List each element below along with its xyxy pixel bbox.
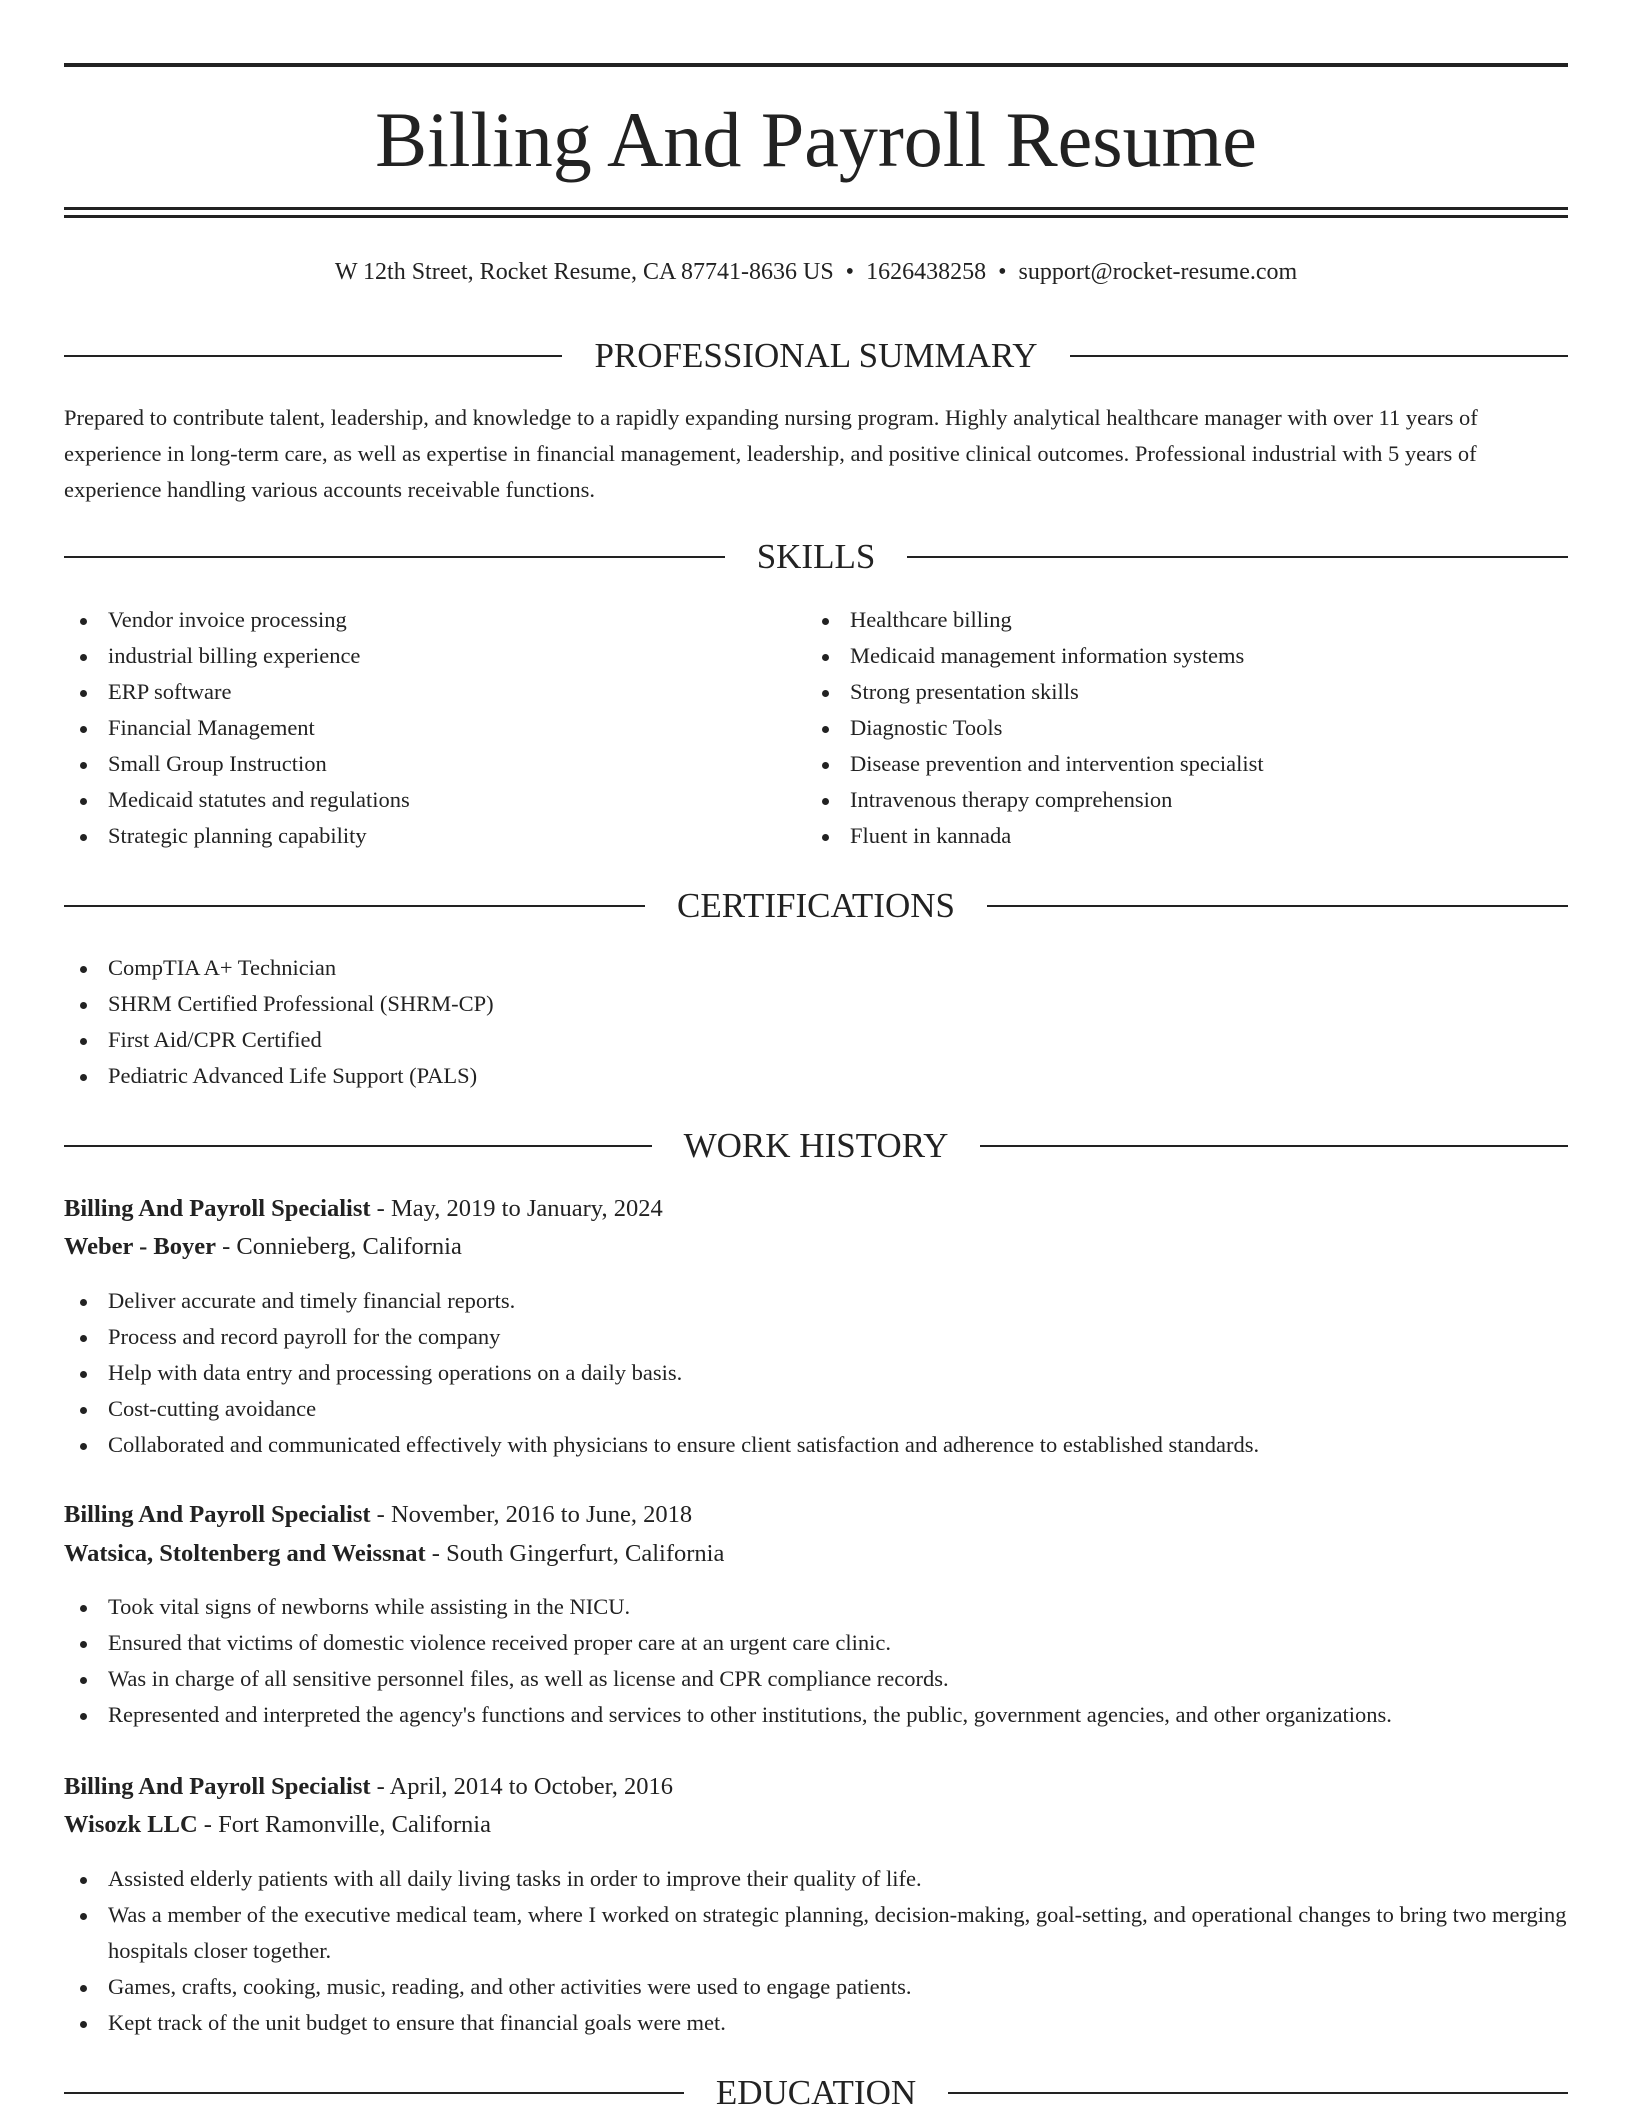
heading-rule-right: [980, 1145, 1568, 1147]
work-history-heading: [64, 1123, 1568, 1169]
certification-item: Pediatric Advanced Life Support (PALS): [64, 1058, 1568, 1094]
job-duty: Process and record payroll for the company: [64, 1319, 1568, 1355]
job-duties-list: [64, 1589, 1568, 1733]
contact-line: [64, 254, 1568, 290]
job-dates: May, 2019 to January, 2024: [390, 1195, 663, 1222]
job-title-line: Billing And Payroll Specialist - May, 2019 to January, 2024: [64, 1195, 663, 1222]
certifications-heading: [64, 883, 1568, 929]
heading-rule-left: [64, 556, 725, 558]
heading-rule-left: [64, 1145, 652, 1147]
certification-item: First Aid/CPR Certified: [64, 1022, 1568, 1058]
job-company-line: Watsica, Stoltenberg and Weissnat - South Gingerfurt, California: [64, 1540, 725, 1567]
job-duty: Represented and interpreted the agency's functions and services to other institutions, the public, government agencies, and other organizations.: [64, 1697, 1568, 1733]
heading-rule-left: [64, 905, 645, 907]
skill-item: Vendor invoice processing: [64, 602, 804, 638]
job-title: Billing And Payroll Specialist: [64, 1773, 371, 1800]
skill-item: Disease prevention and intervention specialist: [806, 746, 1546, 782]
job-duty: Assisted elderly patients with all daily living tasks in order to improve their quality of life.: [64, 1861, 1568, 1897]
header-bottom-rule: [64, 207, 1568, 210]
certifications-list: [64, 950, 1568, 1094]
job-duties-list: [64, 1861, 1568, 2041]
header-bottom-rule-2: [64, 215, 1568, 218]
job-title-line: Billing And Payroll Specialist - April, 2014 to October, 2016: [64, 1773, 674, 1800]
job-title: Billing And Payroll Specialist: [64, 1195, 371, 1222]
skill-item: Medicaid statutes and regulations: [64, 782, 804, 818]
job-title-line: Billing And Payroll Specialist - November, 2016 to June, 2018: [64, 1501, 693, 1528]
job-duty: Deliver accurate and timely financial reports.: [64, 1283, 1568, 1319]
certification-item: CompTIA A+ Technician: [64, 950, 1568, 986]
education-heading: [64, 2070, 1568, 2116]
contact-separator: •: [998, 259, 1007, 285]
job-duty: Was in charge of all sensitive personnel files, as well as license and CPR compliance records.: [64, 1661, 1568, 1697]
job-company: Watsica, Stoltenberg and Weissnat: [64, 1540, 426, 1567]
heading-rule-left: [64, 355, 562, 357]
contact-separator: •: [845, 259, 855, 285]
heading-rule-right: [1070, 355, 1568, 357]
skill-item: Financial Management: [64, 710, 804, 746]
heading-rule-right: [907, 556, 1568, 558]
skills-list-right: [806, 602, 1546, 854]
contact-phone: 1626438258: [866, 259, 987, 285]
skill-item: Fluent in kannada: [806, 818, 1546, 854]
job-duty: Collaborated and communicated effectively with physicians to ensure client satisfaction and adherence to established standards.: [64, 1427, 1568, 1463]
job-duty: Took vital signs of newborns while assisting in the NICU.: [64, 1589, 1568, 1625]
section-title: EDUCATION: [715, 2073, 917, 2112]
job-location: Connieberg, California: [236, 1233, 462, 1260]
summary-heading: [64, 333, 1568, 379]
heading-rule-right: [987, 905, 1568, 907]
job-dates: November, 2016 to June, 2018: [390, 1501, 693, 1528]
header-top-rule: [64, 63, 1568, 67]
section-title: CERTIFICATIONS: [677, 886, 955, 925]
skills-column-right: [806, 602, 1546, 854]
heading-rule-left: [64, 2092, 684, 2094]
job-duty: Kept track of the unit budget to ensure that financial goals were met.: [64, 2005, 1568, 2041]
skill-item: Strong presentation skills: [806, 674, 1546, 710]
skill-item: Healthcare billing: [806, 602, 1546, 638]
job-location: Fort Ramonville, California: [218, 1811, 491, 1838]
skill-item: Medicaid management information systems: [806, 638, 1546, 674]
certification-item: SHRM Certified Professional (SHRM-CP): [64, 986, 1568, 1022]
resume-title: Billing And Payroll Resume: [375, 96, 1257, 183]
job-duties-list: [64, 1283, 1568, 1463]
job-location: South Gingerfurt, California: [446, 1540, 725, 1567]
section-title: SKILLS: [756, 537, 876, 576]
job-title: Billing And Payroll Specialist: [64, 1501, 371, 1528]
skill-item: industrial billing experience: [64, 638, 804, 674]
skill-item: ERP software: [64, 674, 804, 710]
skill-item: Diagnostic Tools: [806, 710, 1546, 746]
job-duty: Was a member of the executive medical team, where I worked on strategic planning, decision-making, goal-setting, and operational changes to bring two merging hospitals closer together.: [64, 1897, 1568, 1969]
job-company: Wisozk LLC: [64, 1811, 198, 1838]
skill-item: Strategic planning capability: [64, 818, 804, 854]
skills-column-left: [64, 602, 804, 854]
job-company-line: Weber - Boyer - Connieberg, California: [64, 1233, 462, 1260]
job-dates: April, 2014 to October, 2016: [389, 1773, 674, 1800]
job-duty: Games, crafts, cooking, music, reading, and other activities were used to engage patients.: [64, 1969, 1568, 2005]
summary-text: Prepared to contribute talent, leadership, and knowledge to a rapidly expanding nursing program. Highly analytical healthcare manager with over 11 years of experience in long-term care, as well as expertise in financial management, leadership, and positive clinical outcomes. Professional industrial with 5 years of experience handling various accounts receivable functions.: [64, 405, 1478, 502]
heading-rule-right: [948, 2092, 1568, 2094]
contact-address: W 12th Street, Rocket Resume, CA 87741-8636 US: [334, 259, 834, 285]
job-company-line: Wisozk LLC - Fort Ramonville, California: [64, 1811, 491, 1838]
job-duty: Cost-cutting avoidance: [64, 1391, 1568, 1427]
job-duty: Ensured that victims of domestic violence received proper care at an urgent care clinic.: [64, 1625, 1568, 1661]
job-company: Weber - Boyer: [64, 1233, 216, 1260]
skill-item: Small Group Instruction: [64, 746, 804, 782]
skills-heading: [64, 534, 1568, 580]
skill-item: Intravenous therapy comprehension: [806, 782, 1546, 818]
section-title: PROFESSIONAL SUMMARY: [594, 336, 1038, 375]
section-title: WORK HISTORY: [683, 1126, 949, 1165]
contact-email: support@rocket-resume.com: [1018, 259, 1298, 285]
job-duty: Help with data entry and processing operations on a daily basis.: [64, 1355, 1568, 1391]
skills-list-left: [64, 602, 804, 854]
